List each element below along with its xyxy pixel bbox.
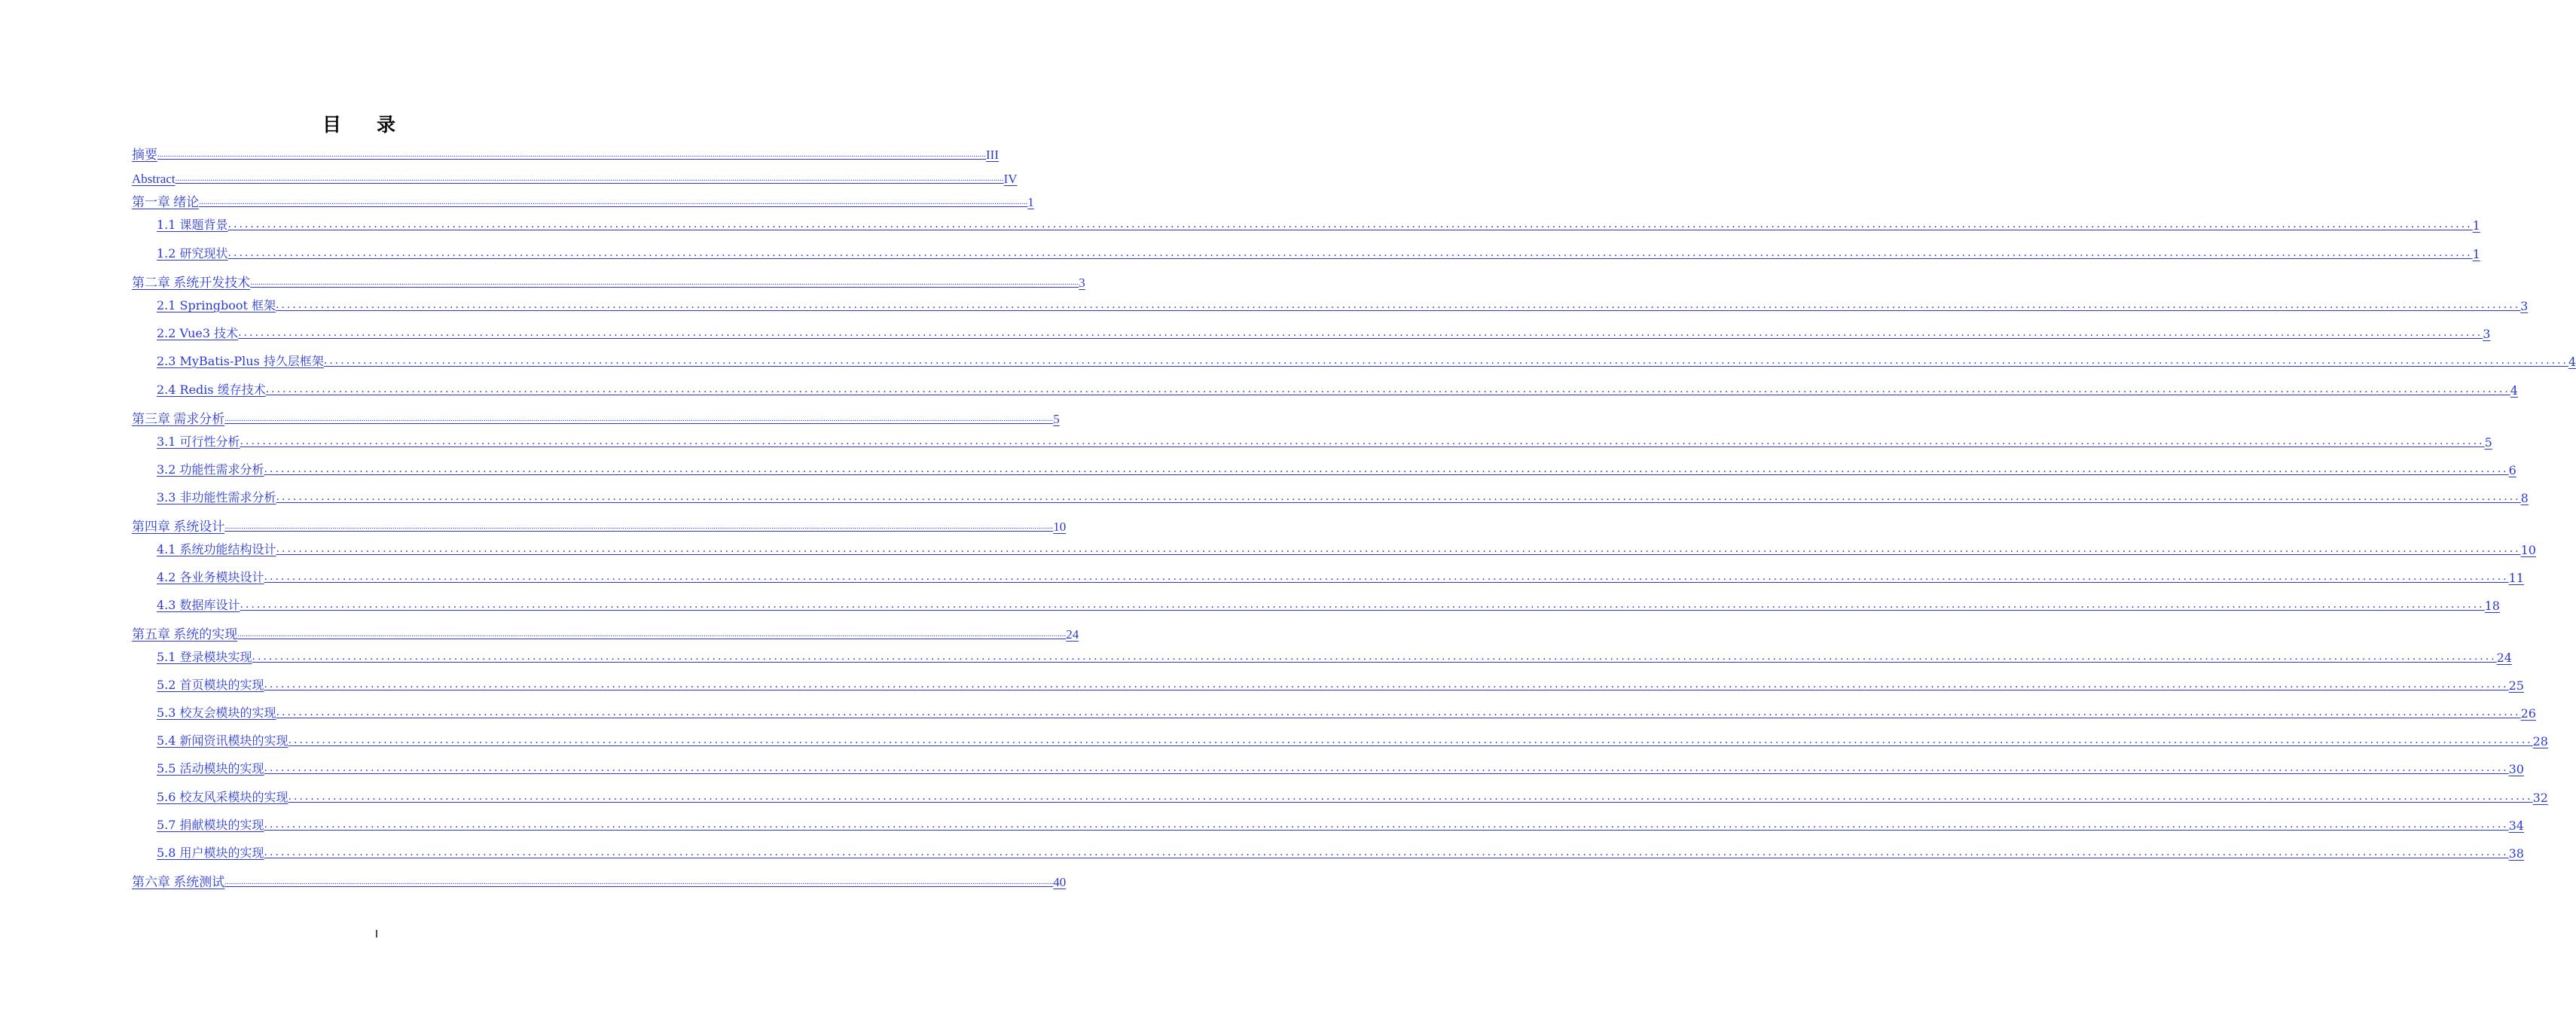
toc-chapter-entry[interactable]	[132, 194, 1034, 210]
toc-chapter-entry[interactable]	[132, 518, 1067, 535]
toc-entry-page-number: 30	[2508, 762, 2524, 776]
toc-entry-page-number: IV	[1003, 172, 1018, 186]
toc-entry-label: 4.1 系统功能结构设计	[157, 542, 276, 556]
toc-entry-page-number: 8	[2520, 491, 2529, 505]
toc-entry-label: 第五章 系统的实现	[132, 627, 238, 642]
toc-entry-label: 4.2 各业务模块设计	[157, 570, 264, 584]
toc-entry-label: 3.3 非功能性需求分析	[157, 490, 276, 504]
toc-entry-label: 第四章 系统设计	[132, 520, 225, 534]
toc-section-entry[interactable]	[157, 461, 2516, 477]
toc-entry-page-number: 34	[2508, 818, 2524, 833]
page-number-footer: I	[374, 928, 379, 940]
toc-entry-label: 5.5 活动模块的实现	[157, 761, 264, 776]
toc-dot-leader: ................................................................................................................................................................................................................................................................................................................................................................................................................	[264, 571, 2509, 583]
toc-dot-leader: ................................................................................................................................................................................................................................................................................................................................................................................................................	[240, 435, 2485, 447]
toc-entry-page-number: 1	[1027, 195, 1034, 209]
toc-entry-label: 2.4 Redis 缓存技术	[157, 383, 266, 397]
toc-entry-label: 5.3 校友会模块的实现	[157, 706, 276, 720]
toc-chapter-entry[interactable]	[132, 626, 1079, 642]
toc-title: 目录	[322, 114, 431, 136]
toc-entry-label: 1.2 研究现状	[157, 246, 228, 261]
toc-entry-page-number: 10	[1053, 520, 1067, 534]
toc-section-entry[interactable]	[157, 433, 2492, 450]
toc-section-entry[interactable]	[157, 788, 2548, 805]
toc-section-entry[interactable]	[157, 352, 2576, 369]
toc-entry-page-number: 1	[2472, 247, 2480, 261]
toc-dot-leader: ................................................................................................................................................................................................................................................................................................................................................................................................................	[264, 846, 2509, 858]
toc-section-entry[interactable]	[157, 541, 2536, 557]
toc-entry-label: 5.4 新闻资讯模块的实现	[157, 733, 288, 748]
toc-dot-leader: ................................................................................................................................................................................................................................................................................................................................................................................................................	[264, 818, 2509, 831]
toc-entry-page-number: 32	[2532, 791, 2548, 805]
toc-dot-leader: ................................................................................................................................................................................................................................................................................................................................................................................................................	[288, 791, 2533, 803]
toc-section-entry[interactable]	[157, 732, 2548, 748]
toc-dot-leader: ................................................................................................................................................................................................................................................................................................................................................................................................................	[323, 355, 2568, 367]
toc-entry-page-number: 11	[2508, 571, 2524, 585]
toc-dot-leader: ................................................................................................................................................................................................................................................................................................................................................................................................................	[175, 174, 1004, 183]
toc-dot-leader: ................................................................................................................................................................................................................................................................................................................................................................................................................	[199, 197, 1028, 206]
toc-entry-page-number: 38	[2508, 846, 2524, 861]
toc-entry-page-number: 3	[1079, 276, 1085, 290]
toc-section-entry[interactable]	[157, 245, 2480, 261]
toc-entry-label: Abstract	[132, 172, 175, 186]
toc-chapter-entry[interactable]	[132, 146, 999, 163]
toc-entry-label: 3.1 可行性分析	[157, 434, 240, 449]
toc-entry-page-number: 24	[2496, 651, 2512, 665]
toc-dot-leader: ................................................................................................................................................................................................................................................................................................................................................................................................................	[227, 247, 2473, 259]
toc-dot-leader: ................................................................................................................................................................................................................................................................................................................................................................................................................	[265, 383, 2510, 395]
toc-dot-leader: ................................................................................................................................................................................................................................................................................................................................................................................................................	[276, 491, 2521, 503]
toc-section-entry[interactable]	[157, 596, 2500, 613]
toc-entry-page-number: 24	[1066, 627, 1079, 642]
toc-dot-leader: ................................................................................................................................................................................................................................................................................................................................................................................................................	[157, 150, 986, 159]
toc-dot-leader: ................................................................................................................................................................................................................................................................................................................................................................................................................	[227, 218, 2473, 230]
toc-section-entry[interactable]	[157, 325, 2491, 341]
toc-section-entry[interactable]	[157, 676, 2524, 693]
toc-entry-page-number: 4	[2568, 355, 2576, 369]
toc-section-entry[interactable]	[157, 568, 2524, 585]
toc-entry-label: 第一章 绪论	[132, 195, 200, 209]
toc-entry-page-number: 4	[2510, 383, 2518, 398]
toc-section-entry[interactable]	[157, 816, 2524, 833]
toc-dot-leader: ................................................................................................................................................................................................................................................................................................................................................................................................................	[224, 522, 1054, 531]
toc-dot-leader: ................................................................................................................................................................................................................................................................................................................................................................................................................	[276, 706, 2521, 718]
toc-section-entry[interactable]	[157, 489, 2529, 505]
toc-entry-page-number: 28	[2532, 734, 2548, 748]
toc-chapter-entry[interactable]	[132, 274, 1085, 291]
toc-entry-label: 5.2 首页模块的实现	[157, 678, 264, 692]
toc-dot-leader: ................................................................................................................................................................................................................................................................................................................................................................................................................	[276, 543, 2521, 555]
toc-entry-label: 5.8 用户模块的实现	[157, 846, 264, 860]
toc-dot-leader: ................................................................................................................................................................................................................................................................................................................................................................................................................	[264, 463, 2509, 475]
toc-entry-label: 2.2 Vue3 技术	[157, 326, 239, 340]
toc-dot-leader: ................................................................................................................................................................................................................................................................................................................................................................................................................	[276, 299, 2521, 311]
toc-dot-leader: ................................................................................................................................................................................................................................................................................................................................................................................................................	[224, 877, 1054, 886]
toc-section-entry[interactable]	[157, 297, 2529, 313]
toc-entry-label: 2.3 MyBatis-Plus 持久层框架	[157, 354, 324, 368]
toc-entry-label: 第二章 系统开发技术	[132, 276, 251, 290]
toc-entry-label: 1.1 课题背景	[157, 218, 228, 232]
toc-entry-page-number: 25	[2508, 678, 2524, 693]
toc-entry-page-number: 18	[2484, 599, 2500, 613]
toc-entry-label: 第六章 系统测试	[132, 875, 225, 889]
toc-entry-label: 5.1 登录模块实现	[157, 650, 252, 664]
toc-entry-label: 2.1 Springboot 框架	[157, 298, 276, 312]
toc-entry-label: 5.6 校友风采模块的实现	[157, 790, 288, 804]
toc-entry-page-number: 10	[2520, 543, 2536, 557]
toc-section-entry[interactable]	[157, 381, 2518, 398]
toc-section-entry[interactable]	[157, 216, 2480, 233]
toc-dot-leader: ................................................................................................................................................................................................................................................................................................................................................................................................................	[264, 678, 2509, 690]
toc-entry-page-number: 40	[1053, 875, 1067, 889]
toc-chapter-entry[interactable]	[132, 873, 1067, 890]
toc-entry-page-number: 6	[2508, 463, 2516, 477]
toc-dot-leader: ................................................................................................................................................................................................................................................................................................................................................................................................................	[264, 762, 2509, 774]
toc-dot-leader: ................................................................................................................................................................................................................................................................................................................................................................................................................	[240, 599, 2485, 611]
toc-section-entry[interactable]	[157, 844, 2524, 861]
toc-entry-page-number: III	[986, 148, 999, 162]
toc-entry-label: 3.2 功能性需求分析	[157, 462, 264, 477]
toc-entry-page-number: 1	[2472, 218, 2480, 233]
toc-entry-label: 第三章 需求分析	[132, 412, 225, 426]
toc-section-entry[interactable]	[157, 704, 2536, 721]
toc-dot-leader: ................................................................................................................................................................................................................................................................................................................................................................................................................	[250, 278, 1079, 287]
toc-entry-label: 4.3 数据库设计	[157, 598, 240, 612]
toc-entry-page-number: 3	[2520, 299, 2529, 313]
toc-entry-label: 摘要	[132, 148, 157, 162]
toc-entry-page-number: 5	[2484, 435, 2492, 450]
toc-dot-leader: ................................................................................................................................................................................................................................................................................................................................................................................................................	[288, 734, 2533, 746]
toc-entry-page-number: 3	[2483, 327, 2491, 341]
toc-section-entry[interactable]	[157, 648, 2512, 665]
toc-dot-leader: ................................................................................................................................................................................................................................................................................................................................................................................................................	[224, 414, 1054, 423]
toc-chapter-entry[interactable]	[132, 410, 1060, 427]
toc-entry-page-number: 26	[2520, 706, 2536, 721]
toc-chapter-entry[interactable]	[132, 170, 1018, 187]
toc-section-entry[interactable]	[157, 760, 2524, 776]
toc-dot-leader: ................................................................................................................................................................................................................................................................................................................................................................................................................	[238, 327, 2483, 339]
toc-dot-leader: ................................................................................................................................................................................................................................................................................................................................................................................................................	[237, 629, 1067, 639]
toc-dot-leader: ................................................................................................................................................................................................................................................................................................................................................................................................................	[252, 651, 2497, 663]
toc-entry-label: 5.7 捐献模块的实现	[157, 818, 264, 832]
toc-entry-page-number: 5	[1053, 412, 1060, 426]
